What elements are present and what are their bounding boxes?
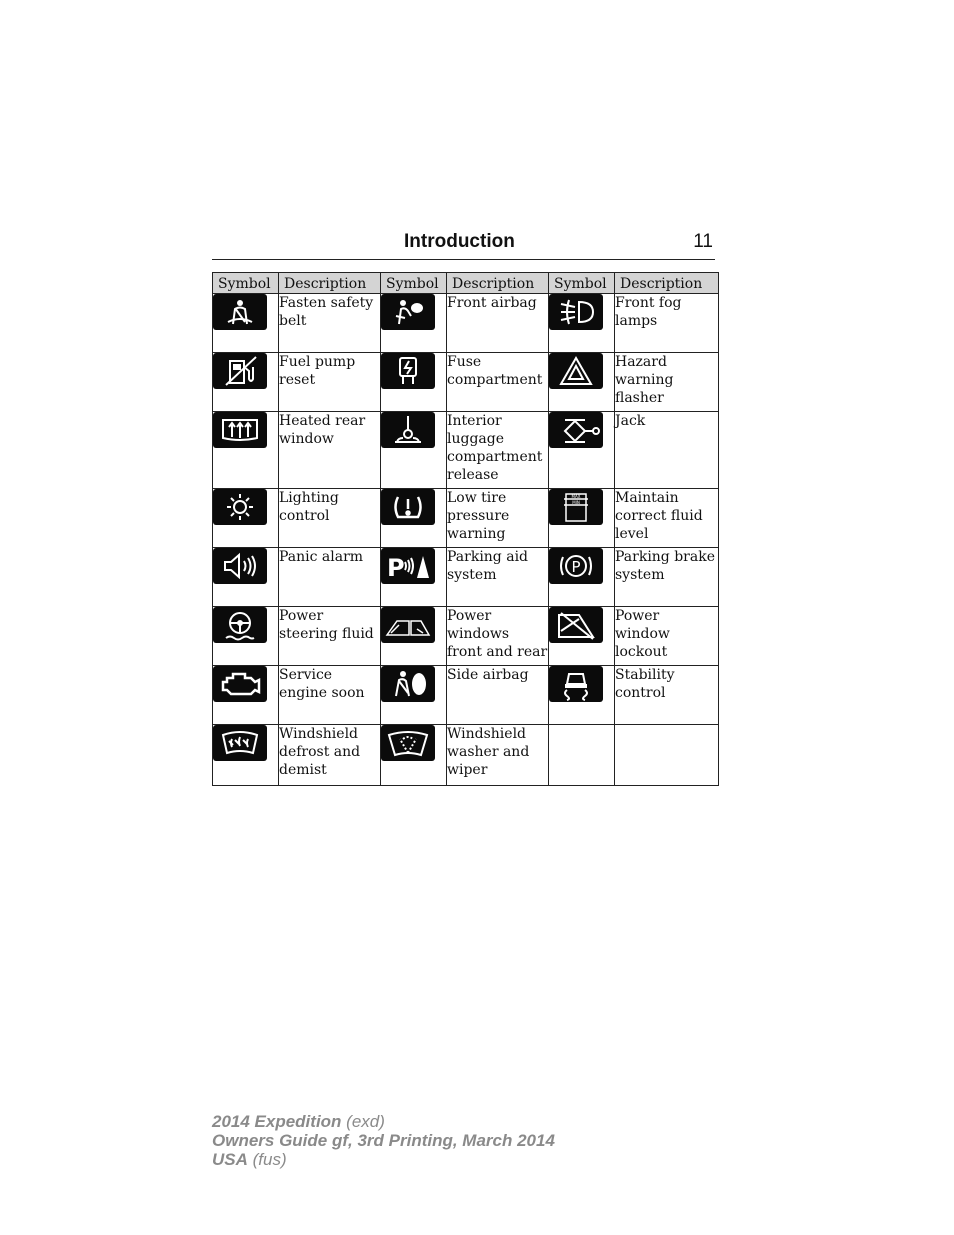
- description-cell: Fuse compartment: [447, 353, 549, 412]
- fluid-level-icon: [549, 489, 603, 525]
- description-cell: Stability control: [615, 666, 719, 725]
- table-row: [213, 489, 719, 548]
- window-lockout-icon: [549, 607, 603, 643]
- footer-model-code: (exd): [341, 1112, 385, 1131]
- luggage-release-icon: [381, 412, 435, 448]
- description-cell: Power window lockout: [615, 607, 719, 666]
- column-header: Symbol: [549, 273, 615, 294]
- table-row: [213, 353, 719, 412]
- footer-model: 2014 Expedition: [212, 1112, 342, 1131]
- description-cell: Windshield washer and wiper: [447, 725, 549, 786]
- power-steering-icon: [213, 607, 267, 643]
- description-cell: Windshield defrost and demist: [279, 725, 381, 786]
- table-row: [213, 294, 719, 353]
- washer-wiper-icon: [381, 725, 435, 761]
- tire-pressure-icon: [381, 489, 435, 525]
- description-cell: Front airbag: [447, 294, 549, 353]
- description-cell: Interior luggage compartment release: [447, 412, 549, 489]
- description-cell: Jack: [615, 412, 719, 489]
- symbol-table: [212, 272, 719, 786]
- description-cell: Service engine soon: [279, 666, 381, 725]
- page-number: 11: [693, 231, 713, 252]
- description-cell: Lighting control: [279, 489, 381, 548]
- table-row: [213, 725, 719, 786]
- fuse-icon: [381, 353, 435, 389]
- footer-market: USA: [212, 1150, 248, 1169]
- table-row: [213, 607, 719, 666]
- description-cell: Power windows front and rear: [447, 607, 549, 666]
- svg-text:P: P: [387, 554, 405, 582]
- description-cell: Low tire pressure warning: [447, 489, 549, 548]
- jack-icon: [549, 412, 603, 448]
- table-row: [213, 666, 719, 725]
- parking-brake-icon: [549, 548, 603, 584]
- svg-text:MAX: MAX: [571, 494, 581, 499]
- footer-market-code: (fus): [247, 1150, 287, 1169]
- column-header: Description: [279, 273, 381, 294]
- empty-cell: [549, 725, 615, 786]
- page-footer: [212, 1112, 555, 1169]
- description-cell: Power steering fluid: [279, 607, 381, 666]
- description-cell: Front fog lamps: [615, 294, 719, 353]
- description-cell: Parking brake system: [615, 548, 719, 607]
- table-header-row: [213, 273, 719, 294]
- column-header: Symbol: [381, 273, 447, 294]
- page-header: [212, 229, 715, 260]
- column-header: Symbol: [213, 273, 279, 294]
- stability-control-icon: [549, 666, 603, 702]
- description-cell: Side airbag: [447, 666, 549, 725]
- column-header: Description: [447, 273, 549, 294]
- description-cell: Fuel pump reset: [279, 353, 381, 412]
- table-row: [213, 412, 719, 489]
- svg-text:MIN: MIN: [572, 500, 580, 505]
- description-cell: Panic alarm: [279, 548, 381, 607]
- footer-line: [212, 1131, 555, 1150]
- side-airbag-icon: [381, 666, 435, 702]
- windshield-defrost-icon: [213, 725, 267, 761]
- svg-text:P: P: [571, 558, 581, 576]
- lighting-control-icon: [213, 489, 267, 525]
- empty-cell: [615, 725, 719, 786]
- power-windows-icon: [381, 607, 435, 643]
- heated-rear-window-icon: [213, 412, 267, 448]
- airbag-icon: [381, 294, 435, 330]
- seatbelt-icon: [213, 294, 267, 330]
- description-cell: Maintain correct fluid level: [615, 489, 719, 548]
- fuel-pump-reset-icon: [213, 353, 267, 389]
- panic-alarm-icon: [213, 548, 267, 584]
- table-row: [213, 548, 719, 607]
- description-cell: Hazard warning flasher: [615, 353, 719, 412]
- footer-line: [212, 1112, 555, 1131]
- page-title: Introduction: [404, 231, 515, 252]
- footer-edition: Owners Guide gf, 3rd Printing, March 2014: [212, 1131, 555, 1150]
- hazard-icon: [549, 353, 603, 389]
- engine-icon: [213, 666, 267, 702]
- fog-lamp-icon: [549, 294, 603, 330]
- parking-aid-icon: [381, 548, 435, 584]
- description-cell: Parking aid system: [447, 548, 549, 607]
- footer-line: [212, 1150, 555, 1169]
- description-cell: Fasten safety belt: [279, 294, 381, 353]
- column-header: Description: [615, 273, 719, 294]
- description-cell: Heated rear window: [279, 412, 381, 489]
